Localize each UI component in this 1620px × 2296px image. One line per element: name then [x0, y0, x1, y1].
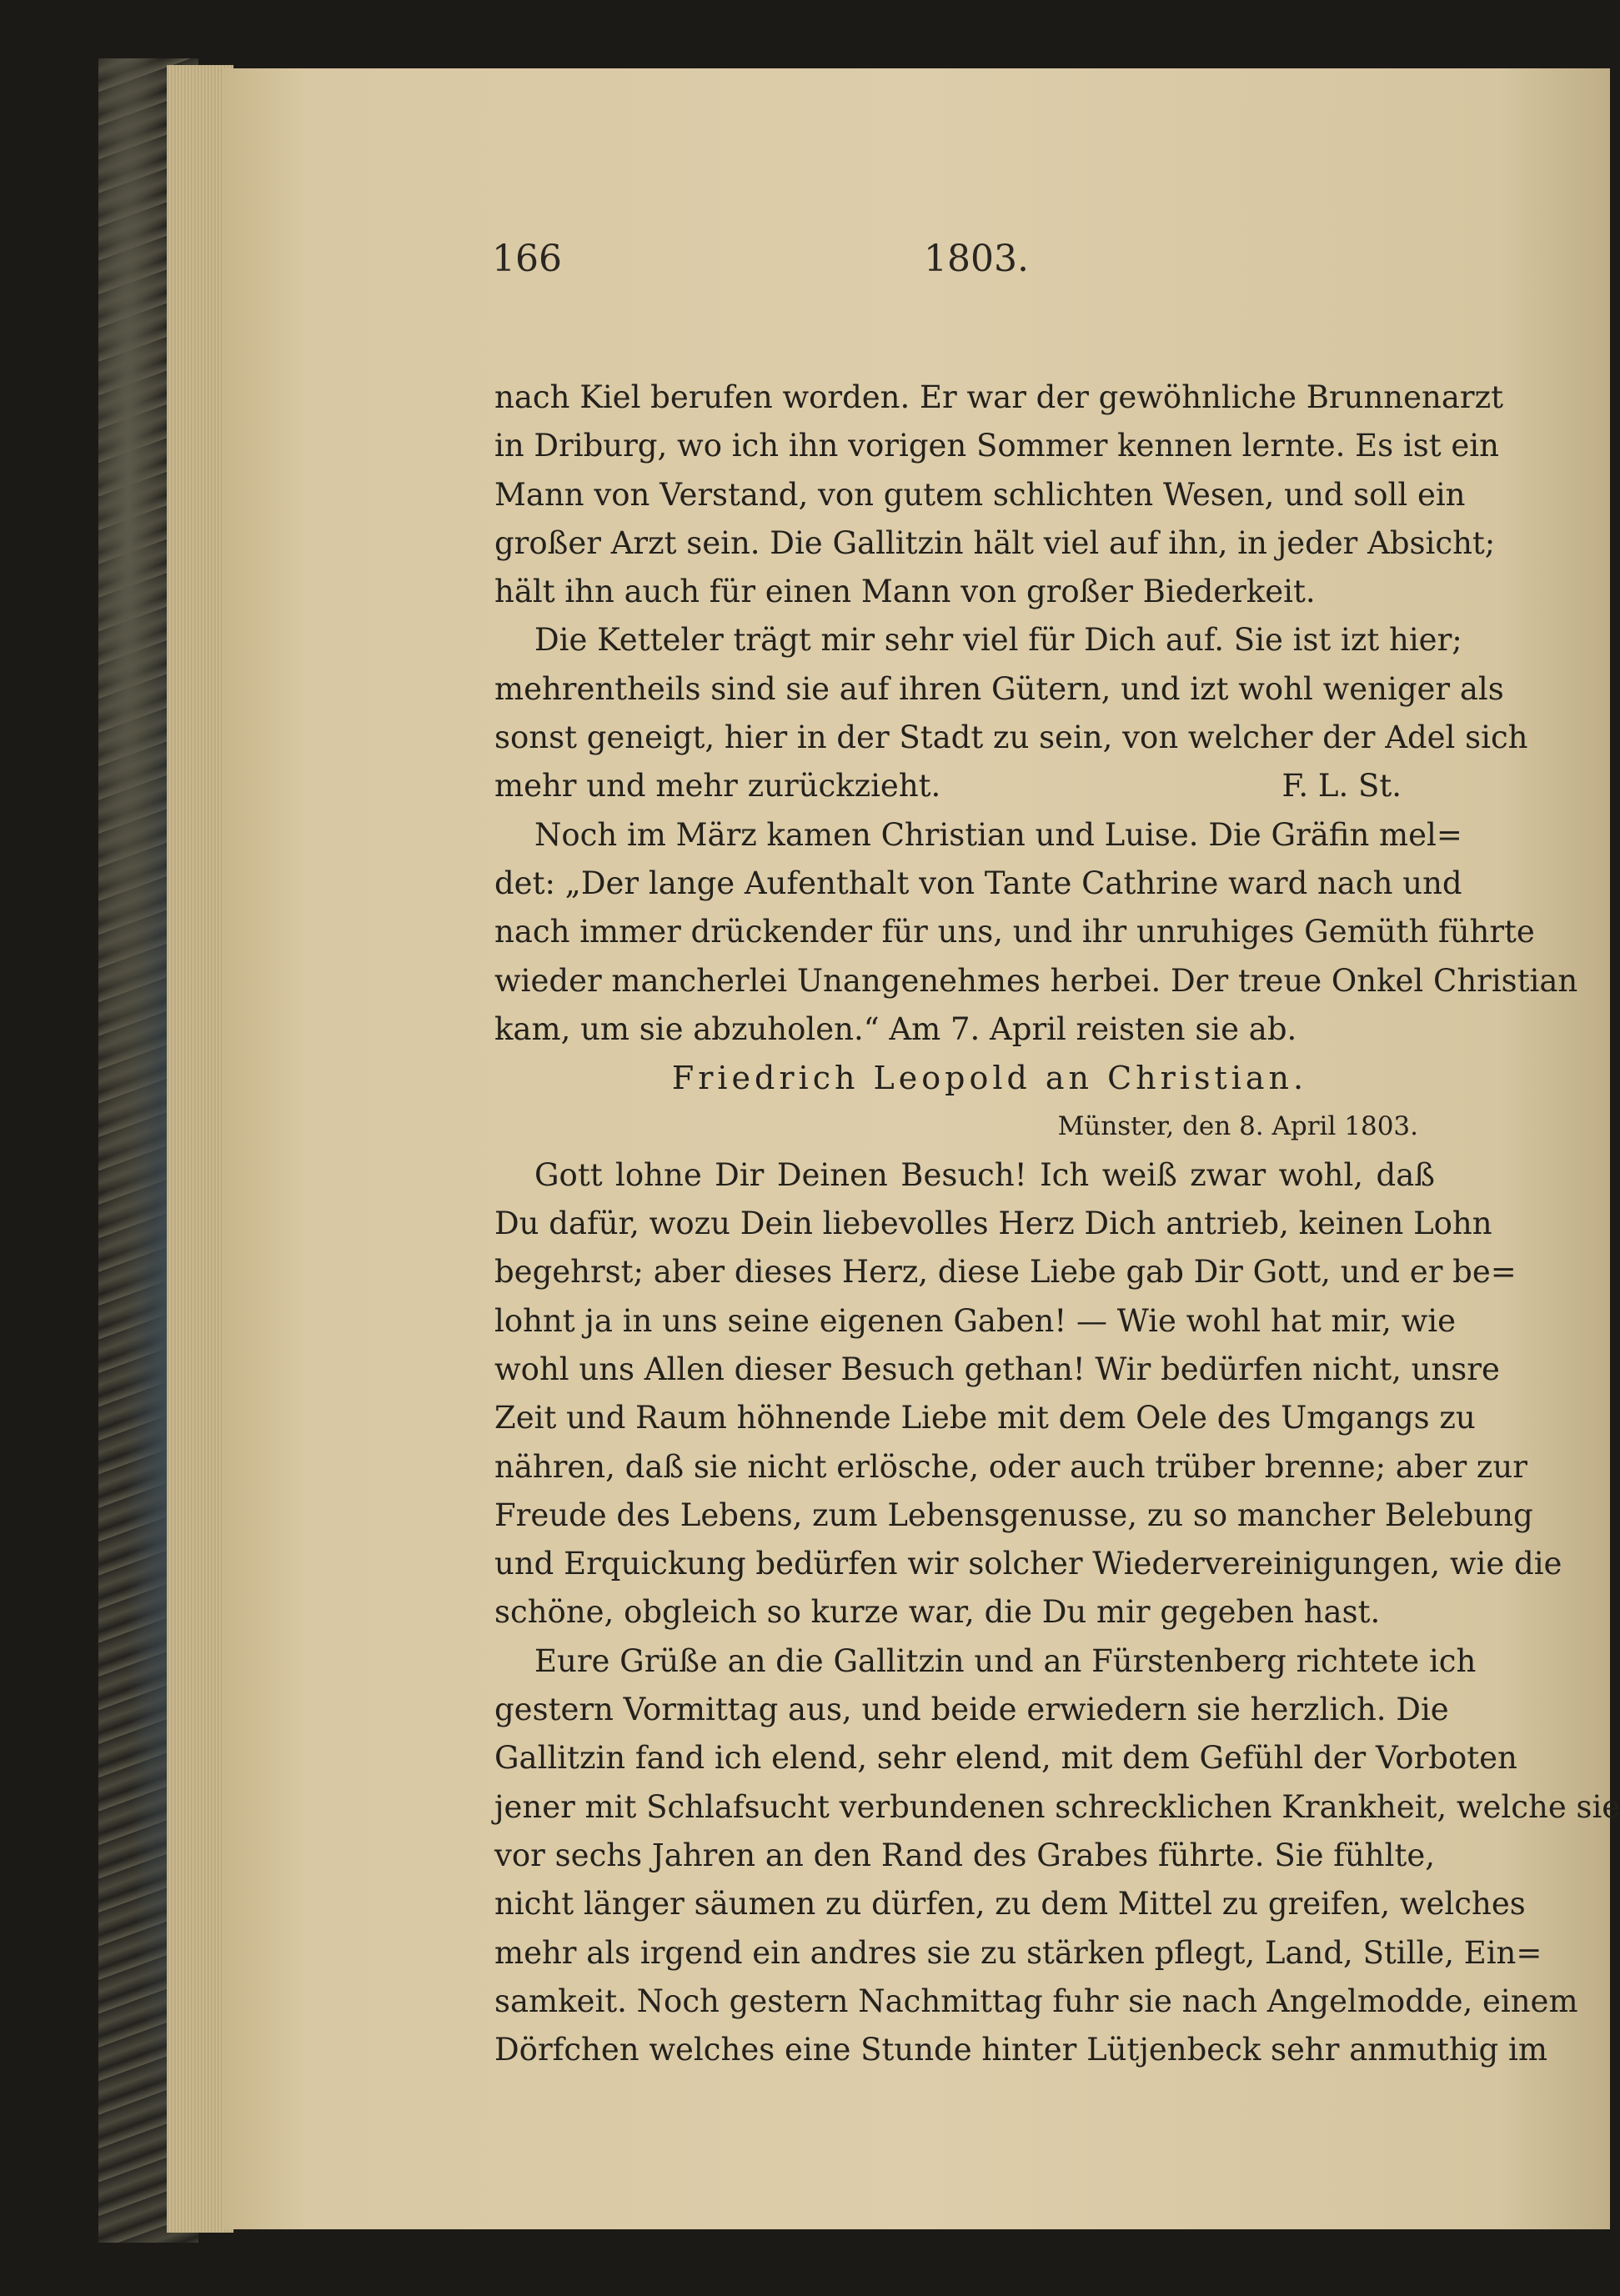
text-line: Dörfchen welches eine Stunde hinter Lütjenbeck sehr anmuthig im	[494, 2032, 1547, 2068]
text-line: Gott lohne Dir Deinen Besuch! Ich weiß zwar wohl, daß	[534, 1156, 1435, 1193]
text-line: det: „Der lange Aufenthalt von Tante Cathrine ward nach und	[494, 865, 1462, 901]
text-line: mehr als irgend ein andres sie zu stärken pflegt, Land, Stille, Ein=	[494, 1934, 1542, 1971]
text-line: Du dafür, wozu Dein liebevolles Herz Dich antrieb, keinen Lohn	[494, 1206, 1492, 1242]
page-header	[0, 238, 1167, 304]
text-line: gestern Vormittag aus, und beide erwiedern sie herzlich. Die	[494, 1692, 1449, 1728]
text-line: Noch im März kamen Christian und Luise. Die Gräfin mel=	[534, 816, 1462, 853]
text-line: großer Arzt sein. Die Gallitzin hält viel auf ihn, in jeder Absicht;	[494, 524, 1496, 561]
text-line-with-signature	[494, 762, 1435, 810]
text-line: jener mit Schlafsucht verbundenen schrecklichen Krankheit, welche sie	[494, 1788, 1620, 1825]
text-line: begehrst; aber dieses Herz, diese Liebe gab Dir Gott, und er be=	[494, 1254, 1517, 1291]
text-line: Eure Grüße an die Gallitzin und an Fürstenberg richtete ich	[534, 1642, 1477, 1679]
text-line: schöne, obgleich so kurze war, die Du mir gegeben hast.	[494, 1594, 1381, 1631]
running-head-year: 1803.	[924, 238, 1029, 280]
text-line: Freude des Lebens, zum Lebensgenusse, zu so mancher Belebung	[494, 1496, 1533, 1533]
text-line: nach Kiel berufen worden. Er war der gewöhnliche Brunnenarzt	[494, 379, 1503, 415]
text-line: kam, um sie abzuholen.“ Am 7. April reisten sie ab.	[494, 1010, 1297, 1047]
text-line: nähren, daß sie nicht erlösche, oder auch trüber brenne; aber zur	[494, 1448, 1527, 1485]
text-line: nach immer drückender für uns, und ihr unruhiges Gemüth führte	[494, 914, 1535, 950]
text-line: und Erquickung bedürfen wir solcher Wiedervereinigungen, wie die	[494, 1546, 1562, 1582]
text-line: wieder mancherlei Unangenehmes herbei. Der treue Onkel Christian	[494, 962, 1578, 999]
text-line: Die Ketteler trägt mir sehr viel für Dich auf. Sie ist izt hier;	[534, 622, 1462, 659]
text-line: sonst geneigt, hier in der Stadt zu sein, von welcher der Adel sich	[494, 719, 1528, 756]
page-number: 166	[492, 238, 562, 280]
letter-dateline: Münster, den 8. April 1803.	[1057, 1111, 1418, 1142]
text-line: mehrentheils sind sie auf ihren Gütern, und izt wohl weniger als	[494, 670, 1504, 707]
text-line: Zeit und Raum höhnende Liebe mit dem Oele des Umgangs zu	[494, 1400, 1476, 1436]
text-line: Mann von Verstand, von gutem schlichten Wesen, und soll ein	[494, 476, 1466, 513]
text-line: nicht länger säumen zu dürfen, zu dem Mittel zu greifen, welches	[494, 1886, 1526, 1923]
text-line: in Driburg, wo ich ihn vorigen Sommer kennen lernte. Es ist ein	[494, 428, 1499, 464]
text-line: hält ihn auch für einen Mann von großer Biederkeit.	[494, 574, 1316, 610]
text-line: samkeit. Noch gestern Nachmittag fuhr sie nach Angelmodde, einem	[494, 1983, 1578, 2019]
body-text	[494, 373, 1620, 2074]
text-line: Gallitzin fand ich elend, sehr elend, mit dem Gefühl der Vorboten	[494, 1740, 1517, 1777]
text-line: lohnt ja in uns seine eigenen Gaben! — Wie wohl hat mir, wie	[494, 1302, 1456, 1339]
text-line: vor sechs Jahren an den Rand des Grabes führte. Sie fühlte,	[494, 1837, 1435, 1873]
letter-heading: Friedrich Leopold an Christian.	[671, 1060, 1308, 1097]
text-line: wohl uns Allen dieser Besuch gethan! Wir bedürfen nicht, unsre	[494, 1351, 1500, 1387]
signature: F. L. St.	[1281, 768, 1402, 805]
text-line: mehr und mehr zurückzieht.	[494, 768, 941, 805]
